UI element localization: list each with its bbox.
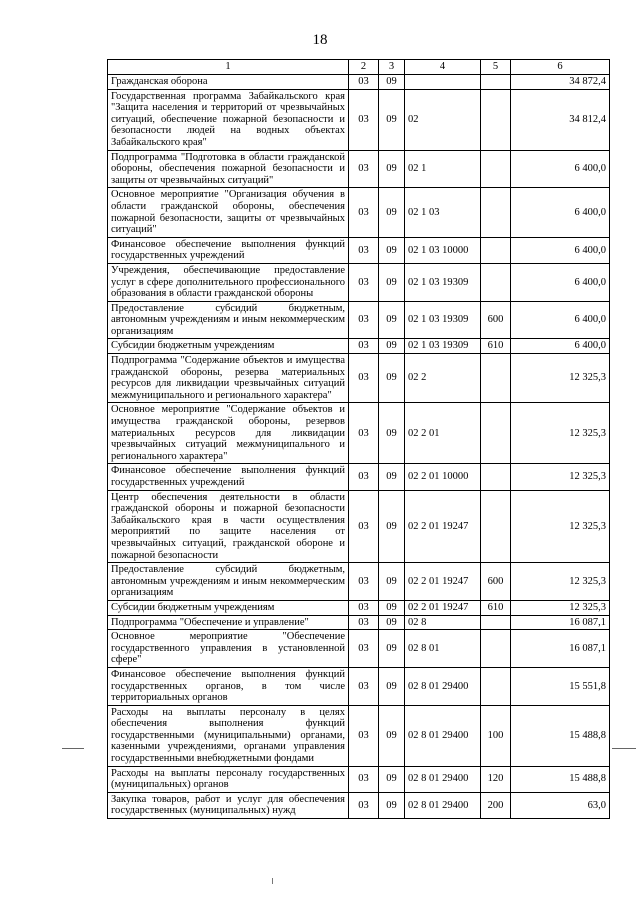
amount-cell: 6 400,0 [511, 301, 610, 339]
target-article-cell: 02 1 [405, 150, 481, 188]
item-name-cell: Подпрограмма "Содержание объектов и имущества гражданской обороны, резерва материальных ресурсов для ликвидации чрезвычайных ситуаций межмуниципального и регионального характера" [108, 354, 349, 403]
section-code-cell: 03 [349, 263, 379, 301]
item-name-cell: Основное мероприятие "Организация обучения в области гражданской обороны, обеспечения пожарной безопасности, защиты от чрезвычайных ситуаций" [108, 188, 349, 237]
target-article-cell: 02 [405, 89, 481, 150]
subsection-code-cell: 09 [379, 339, 405, 354]
item-name-cell: Подпрограмма "Подготовка в области гражданской обороны, обеспечения пожарной безопасности и защиты от чрезвычайных ситуаций" [108, 150, 349, 188]
item-name-cell: Подпрограмма "Обеспечение и управление" [108, 615, 349, 630]
item-name-cell: Предоставление субсидий бюджетным, автономным учреждениям и иным некоммерческим организациям [108, 301, 349, 339]
section-code-cell: 03 [349, 667, 379, 705]
item-name-cell: Расходы на выплаты персоналу в целях обеспечения выполнения функций государственными (муниципальными) органами, казенными учреждениями, органами управления государственными внебюджетными фондами [108, 705, 349, 766]
page-number: 18 [312, 32, 328, 48]
subsection-code-cell: 09 [379, 237, 405, 263]
expense-type-cell [481, 490, 511, 563]
subsection-code-cell: 09 [379, 188, 405, 237]
subsection-code-cell: 09 [379, 263, 405, 301]
amount-cell: 63,0 [511, 792, 610, 818]
expense-type-cell [481, 75, 511, 90]
subsection-code-cell: 09 [379, 89, 405, 150]
table-row [108, 667, 610, 705]
expense-type-cell [481, 615, 511, 630]
subsection-code-cell: 09 [379, 705, 405, 766]
table-row [108, 237, 610, 263]
expense-type-cell: 600 [481, 301, 511, 339]
table-row [108, 339, 610, 354]
target-article-cell: 02 2 01 19247 [405, 490, 481, 563]
header-cell: 4 [405, 60, 481, 75]
expense-type-cell [481, 667, 511, 705]
amount-cell: 16 087,1 [511, 615, 610, 630]
table-row [108, 563, 610, 601]
table-row [108, 89, 610, 150]
target-article-cell: 02 1 03 10000 [405, 237, 481, 263]
budget-table [107, 59, 610, 819]
expense-type-cell: 600 [481, 563, 511, 601]
expense-type-cell [481, 354, 511, 403]
table-row [108, 150, 610, 188]
section-code-cell: 03 [349, 490, 379, 563]
section-code-cell: 03 [349, 630, 379, 668]
expense-type-cell: 120 [481, 766, 511, 792]
amount-cell: 12 325,3 [511, 600, 610, 615]
table-row [108, 630, 610, 668]
section-code-cell: 03 [349, 188, 379, 237]
target-article-cell: 02 2 01 19247 [405, 563, 481, 601]
header-cell: 2 [349, 60, 379, 75]
item-name-cell: Финансовое обеспечение выполнения функций государственных учреждений [108, 464, 349, 490]
section-code-cell: 03 [349, 301, 379, 339]
section-code-cell: 03 [349, 75, 379, 90]
section-code-cell: 03 [349, 766, 379, 792]
item-name-cell: Основное мероприятие "Обеспечение государственного управления в установленной сфере" [108, 630, 349, 668]
table-row [108, 263, 610, 301]
item-name-cell: Субсидии бюджетным учреждениям [108, 339, 349, 354]
table-row [108, 75, 610, 90]
table-row [108, 600, 610, 615]
target-article-cell: 02 1 03 19309 [405, 301, 481, 339]
amount-cell: 6 400,0 [511, 237, 610, 263]
expense-type-cell: 610 [481, 339, 511, 354]
amount-cell: 6 400,0 [511, 263, 610, 301]
table-row [108, 615, 610, 630]
target-article-cell: 02 8 01 [405, 630, 481, 668]
expense-type-cell: 200 [481, 792, 511, 818]
amount-cell: 15 488,8 [511, 705, 610, 766]
target-article-cell: 02 8 [405, 615, 481, 630]
section-code-cell: 03 [349, 705, 379, 766]
subsection-code-cell: 09 [379, 490, 405, 563]
item-name-cell: Предоставление субсидий бюджетным, автономным учреждениям и иным некоммерческим организациям [108, 563, 349, 601]
section-code-cell: 03 [349, 615, 379, 630]
item-name-cell: Государственная программа Забайкальского края "Защита населения и территорий от чрезвычайных ситуаций, обеспечение пожарной безопасности и безопасности людей на водных объектах Забайкальского края" [108, 89, 349, 150]
subsection-code-cell: 09 [379, 630, 405, 668]
target-article-cell: 02 2 01 [405, 403, 481, 464]
amount-cell: 12 325,3 [511, 490, 610, 563]
table-row [108, 705, 610, 766]
scan-mark [612, 748, 636, 749]
table-row [108, 354, 610, 403]
expense-type-cell [481, 237, 511, 263]
expense-type-cell: 100 [481, 705, 511, 766]
section-code-cell: 03 [349, 339, 379, 354]
amount-cell: 12 325,3 [511, 464, 610, 490]
item-name-cell: Учреждения, обеспечивающие предоставление услуг в сфере дополнительного профессионального образования в области гражданской обороны [108, 263, 349, 301]
target-article-cell: 02 1 03 19309 [405, 339, 481, 354]
table-row [108, 188, 610, 237]
target-article-cell: 02 1 03 19309 [405, 263, 481, 301]
header-cell: 3 [379, 60, 405, 75]
item-name-cell: Гражданская оборона [108, 75, 349, 90]
subsection-code-cell: 09 [379, 766, 405, 792]
subsection-code-cell: 09 [379, 464, 405, 490]
amount-cell: 12 325,3 [511, 354, 610, 403]
target-article-cell: 02 8 01 29400 [405, 705, 481, 766]
table-row [108, 766, 610, 792]
expense-type-cell [481, 188, 511, 237]
subsection-code-cell: 09 [379, 615, 405, 630]
expense-type-cell [481, 263, 511, 301]
amount-cell: 6 400,0 [511, 339, 610, 354]
target-article-cell: 02 8 01 29400 [405, 667, 481, 705]
amount-cell: 16 087,1 [511, 630, 610, 668]
target-article-cell: 02 2 [405, 354, 481, 403]
subsection-code-cell: 09 [379, 667, 405, 705]
target-article-cell: 02 8 01 29400 [405, 792, 481, 818]
table-row [108, 301, 610, 339]
subsection-code-cell: 09 [379, 150, 405, 188]
expense-type-cell [481, 150, 511, 188]
amount-cell: 12 325,3 [511, 403, 610, 464]
header-cell: 6 [511, 60, 610, 75]
subsection-code-cell: 09 [379, 563, 405, 601]
expense-type-cell [481, 403, 511, 464]
section-code-cell: 03 [349, 563, 379, 601]
subsection-code-cell: 09 [379, 354, 405, 403]
item-name-cell: Субсидии бюджетным учреждениям [108, 600, 349, 615]
expense-type-cell [481, 630, 511, 668]
target-article-cell: 02 1 03 [405, 188, 481, 237]
amount-cell: 15 551,8 [511, 667, 610, 705]
header-cell: 5 [481, 60, 511, 75]
table-body [108, 75, 610, 819]
item-name-cell: Центр обеспечения деятельности в области гражданской обороны и пожарной безопасности Забайкальского края в части осуществления мероприятий по защите населения от чрезвычайных ситуаций, гражданской обороне и пожарной безопасности [108, 490, 349, 563]
target-article-cell: 02 2 01 10000 [405, 464, 481, 490]
item-name-cell: Финансовое обеспечение выполнения функций государственных органов, в том числе территориальных органов [108, 667, 349, 705]
table-row [108, 490, 610, 563]
expense-type-cell: 610 [481, 600, 511, 615]
amount-cell: 6 400,0 [511, 150, 610, 188]
scan-mark [62, 748, 84, 749]
amount-cell: 34 872,4 [511, 75, 610, 90]
header-row [108, 60, 610, 75]
amount-cell: 34 812,4 [511, 89, 610, 150]
subsection-code-cell: 09 [379, 403, 405, 464]
section-code-cell: 03 [349, 792, 379, 818]
table-row [108, 403, 610, 464]
table-row [108, 464, 610, 490]
section-code-cell: 03 [349, 600, 379, 615]
target-article-cell: 02 2 01 19247 [405, 600, 481, 615]
item-name-cell: Основное мероприятие "Содержание объектов и имущества гражданской обороны, резервов материальных ресурсов для ликвидации чрезвычайных ситуаций межмуниципального и регионального характера" [108, 403, 349, 464]
section-code-cell: 03 [349, 89, 379, 150]
subsection-code-cell: 09 [379, 792, 405, 818]
header-cell: 1 [108, 60, 349, 75]
expense-type-cell [481, 89, 511, 150]
scan-mark [272, 878, 273, 884]
item-name-cell: Финансовое обеспечение выполнения функций государственных учреждений [108, 237, 349, 263]
expense-type-cell [481, 464, 511, 490]
section-code-cell: 03 [349, 464, 379, 490]
item-name-cell: Закупка товаров, работ и услуг для обеспечения государственных (муниципальных) нужд [108, 792, 349, 818]
target-article-cell [405, 75, 481, 90]
amount-cell: 12 325,3 [511, 563, 610, 601]
target-article-cell: 02 8 01 29400 [405, 766, 481, 792]
subsection-code-cell: 09 [379, 301, 405, 339]
subsection-code-cell: 09 [379, 75, 405, 90]
item-name-cell: Расходы на выплаты персоналу государственных (муниципальных) органов [108, 766, 349, 792]
section-code-cell: 03 [349, 354, 379, 403]
section-code-cell: 03 [349, 403, 379, 464]
amount-cell: 15 488,8 [511, 766, 610, 792]
section-code-cell: 03 [349, 150, 379, 188]
amount-cell: 6 400,0 [511, 188, 610, 237]
section-code-cell: 03 [349, 237, 379, 263]
table-row [108, 792, 610, 818]
subsection-code-cell: 09 [379, 600, 405, 615]
